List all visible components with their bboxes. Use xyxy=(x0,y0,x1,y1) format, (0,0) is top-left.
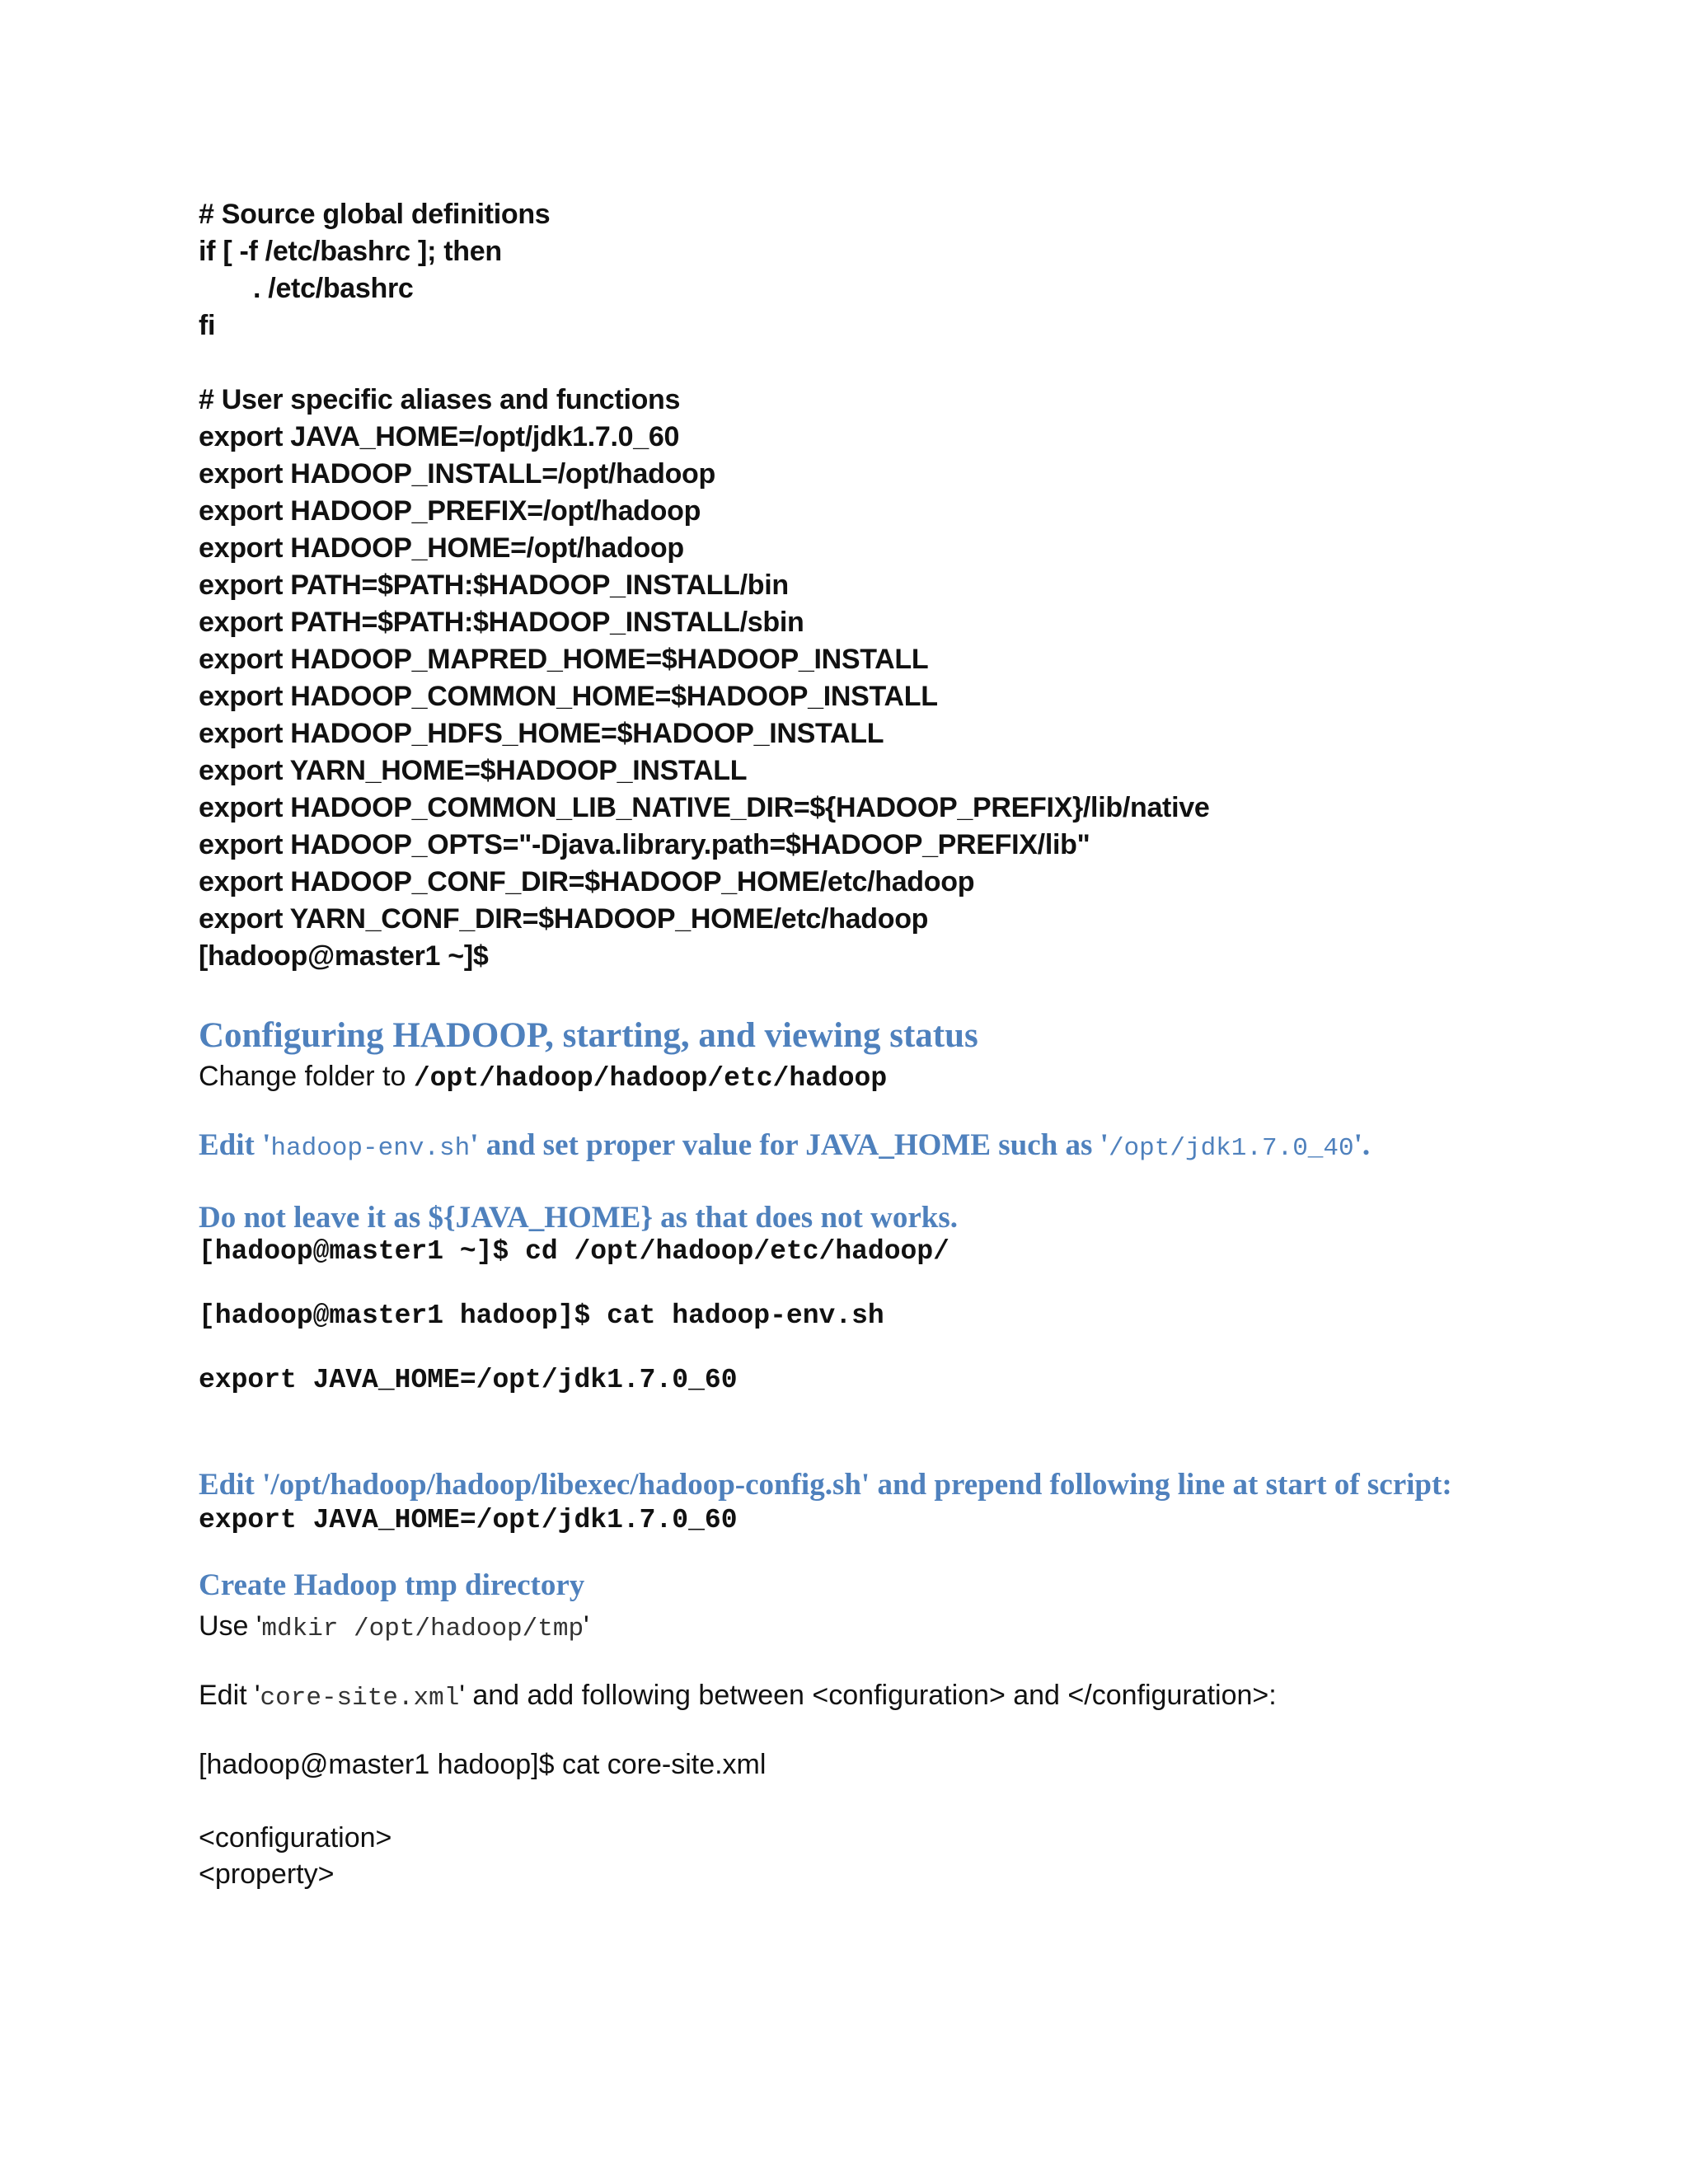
bashrc-listing xyxy=(199,196,1550,975)
xml-line: <configuration> xyxy=(199,1822,392,1854)
use-mkdir-suffix: ' xyxy=(584,1610,589,1642)
edit-env-value: /opt/jdk1.7.0_40 xyxy=(1108,1134,1354,1163)
bashrc-line: export HADOOP_COMMON_HOME=$HADOOP_INSTALL xyxy=(199,681,938,712)
bashrc-line: if [ -f /etc/bashrc ]; then xyxy=(199,236,502,267)
bashrc-line: export PATH=$PATH:$HADOOP_INSTALL/bin xyxy=(199,569,789,601)
change-folder-line xyxy=(199,1058,1550,1094)
bashrc-line: [hadoop@master1 ~]$ xyxy=(199,940,489,972)
do-not-leave-heading: Do not leave it as ${JAVA_HOME} as that does not works. xyxy=(199,1201,958,1235)
page-content xyxy=(199,196,1550,1892)
edit-env-heading xyxy=(199,1125,1550,1169)
bashrc-line: export JAVA_HOME=/opt/jdk1.7.0_60 xyxy=(199,421,680,452)
use-mkdir-line xyxy=(199,1608,1550,1644)
bashrc-line: export HADOOP_CONF_DIR=$HADOOP_HOME/etc/hadoop xyxy=(199,866,975,898)
cmd-cat-core: [hadoop@master1 hadoop]$ cat core-site.xml xyxy=(199,1749,767,1780)
xml-line: <property> xyxy=(199,1858,335,1890)
edit-core-suffix: ' and add following between <configuration> and </configuration>: xyxy=(459,1680,1277,1711)
cmd-cd: [hadoop@master1 ~]$ cd /opt/hadoop/etc/hadoop/ xyxy=(199,1236,950,1267)
bashrc-line: fi xyxy=(199,310,216,341)
edit-env-part2: ' and set proper value for JAVA_HOME such as ' xyxy=(470,1128,1109,1162)
cmd-cat-env: [hadoop@master1 hadoop]$ cat hadoop-env.sh xyxy=(199,1301,884,1331)
bashrc-line: # Source global definitions xyxy=(199,199,551,230)
bashrc-line: # User specific aliases and functions xyxy=(199,384,681,415)
bashrc-line: export HADOOP_PREFIX=/opt/hadoop xyxy=(199,495,701,527)
use-mkdir-prefix: Use ' xyxy=(199,1610,262,1642)
edit-env-file: hadoop-env.sh xyxy=(270,1134,471,1163)
bashrc-line: export PATH=$PATH:$HADOOP_INSTALL/sbin xyxy=(199,607,804,638)
edit-core-prefix: Edit ' xyxy=(199,1680,260,1711)
use-mkdir-cmd: mdkir /opt/hadoop/tmp xyxy=(261,1615,584,1643)
bashrc-line: export HADOOP_COMMON_LIB_NATIVE_DIR=${HADOOP_PREFIX}/lib/native xyxy=(199,792,1210,823)
bashrc-line: export YARN_CONF_DIR=$HADOOP_HOME/etc/hadoop xyxy=(199,903,929,935)
edit-core-file: core-site.xml xyxy=(260,1684,460,1713)
edit-core-line xyxy=(199,1677,1550,1713)
change-folder-prefix: Change folder to xyxy=(199,1061,414,1092)
bashrc-line: export HADOOP_MAPRED_HOME=$HADOOP_INSTALL xyxy=(199,644,929,675)
bashrc-line: export HADOOP_OPTS="-Djava.library.path=$HADOOP_PREFIX/lib" xyxy=(199,829,1090,860)
edit-config-heading: Edit '/opt/hadoop/hadoop/libexec/hadoop-config.sh' and prepend following line at start of script: xyxy=(199,1468,1452,1502)
bashrc-line: . /etc/bashrc xyxy=(253,273,414,304)
create-tmp-heading: Create Hadoop tmp directory xyxy=(199,1568,585,1602)
bashrc-line: export YARN_HOME=$HADOOP_INSTALL xyxy=(199,755,748,786)
bashrc-line: export HADOOP_INSTALL=/opt/hadoop xyxy=(199,458,715,490)
export-java-home: export JAVA_HOME=/opt/jdk1.7.0_60 xyxy=(199,1365,738,1395)
section-heading: Configuring HADOOP, starting, and viewing status xyxy=(199,1016,978,1055)
export-java-home-2: export JAVA_HOME=/opt/jdk1.7.0_60 xyxy=(199,1505,738,1535)
edit-env-part3: '. xyxy=(1353,1128,1371,1162)
bashrc-line: export HADOOP_HOME=/opt/hadoop xyxy=(199,532,684,564)
edit-env-part1: Edit ' xyxy=(199,1128,271,1162)
bashrc-line: export HADOOP_HDFS_HOME=$HADOOP_INSTALL xyxy=(199,718,884,749)
change-folder-path: /opt/hadoop/hadoop/etc/hadoop xyxy=(413,1063,888,1094)
